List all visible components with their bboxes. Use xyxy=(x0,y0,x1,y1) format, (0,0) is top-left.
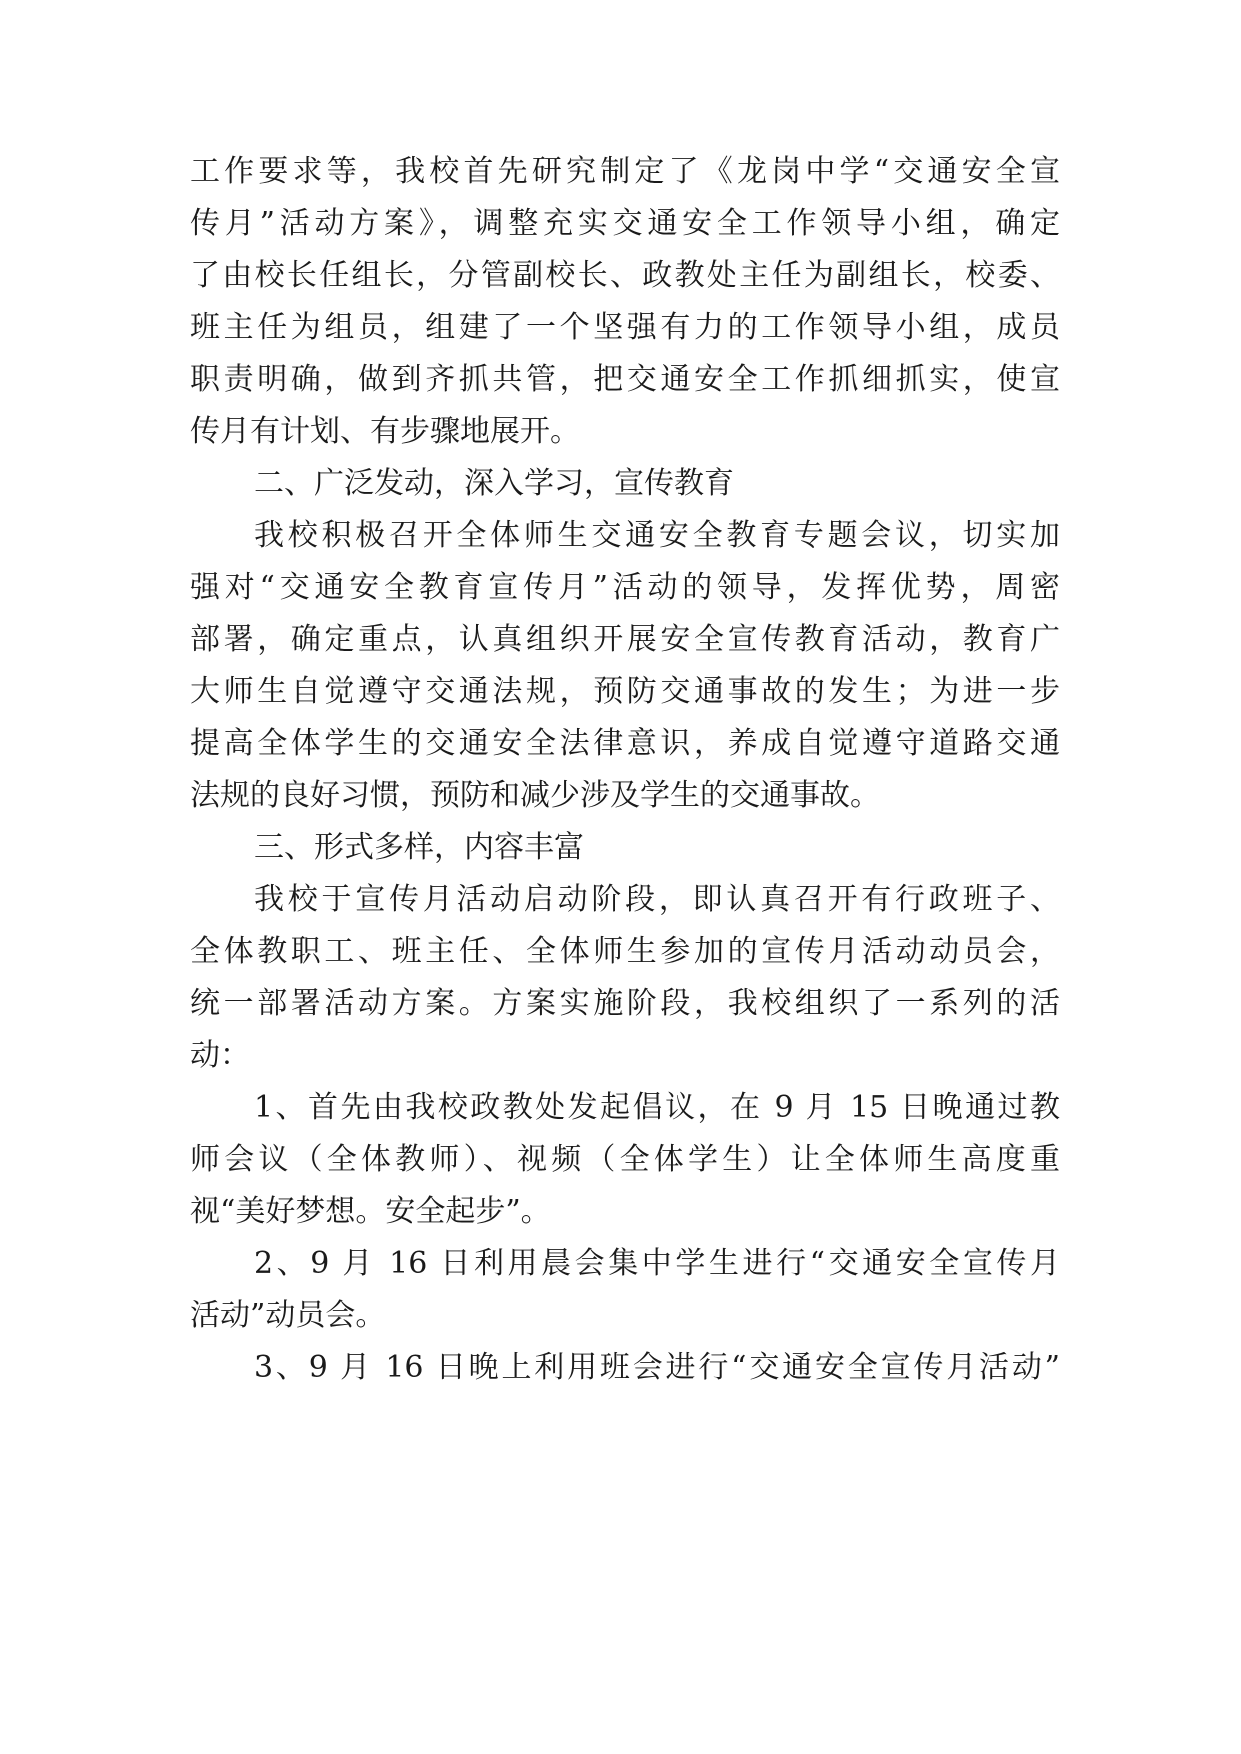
text-line: 视“美好梦想。安全起步”。 xyxy=(190,1194,551,1229)
section-heading: 三、形式多样，内容丰富 xyxy=(254,830,584,865)
text-line: 全体教职工、班主任、全体师生参加的宣传月活动动员会， xyxy=(190,934,1060,969)
text-line: 传月”活动方案》，调整充实交通安全工作领导小组，确定 xyxy=(190,206,1060,241)
text-line: 工作要求等，我校首先研究制定了《龙岗中学“交通安全宣 xyxy=(190,154,1060,189)
text-line: 3、9 月 16 日晚上利用班会进行“交通安全宣传月活动” xyxy=(254,1350,1060,1385)
section-heading: 二、广泛发动，深入学习，宣传教育 xyxy=(254,466,734,501)
text-line: 了由校长任组长，分管副校长、政教处主任为副组长，校委、 xyxy=(190,258,1060,293)
text-line: 动： xyxy=(190,1038,250,1073)
text-line: 职责明确，做到齐抓共管，把交通安全工作抓细抓实，使宣 xyxy=(190,362,1060,397)
text-line: 班主任为组员，组建了一个坚强有力的工作领导小组，成员 xyxy=(190,310,1060,345)
text-line: 部署，确定重点，认真组织开展安全宣传教育活动，教育广 xyxy=(190,622,1060,657)
text-line: 法规的良好习惯，预防和减少涉及学生的交通事故。 xyxy=(190,778,880,813)
text-line: 统一部署活动方案。方案实施阶段，我校组织了一系列的活 xyxy=(190,986,1060,1021)
text-line: 强对“交通安全教育宣传月”活动的领导，发挥优势，周密 xyxy=(190,570,1060,605)
text-line: 大师生自觉遵守交通法规，预防交通事故的发生；为进一步 xyxy=(190,674,1060,709)
text-line: 1、首先由我校政教处发起倡议，在 9 月 15 日晚通过教 xyxy=(254,1090,1060,1125)
text-line: 提高全体学生的交通安全法律意识，养成自觉遵守道路交通 xyxy=(190,726,1060,761)
text-line: 2、9 月 16 日利用晨会集中学生进行“交通安全宣传月 xyxy=(254,1246,1060,1281)
text-line: 活动”动员会。 xyxy=(190,1298,386,1333)
text-line: 传月有计划、有步骤地展开。 xyxy=(190,414,580,449)
text-line: 师会议（全体教师）、视频（全体学生）让全体师生高度重 xyxy=(190,1142,1060,1177)
text-line: 我校积极召开全体师生交通安全教育专题会议，切实加 xyxy=(254,518,1060,553)
text-line: 我校于宣传月活动启动阶段，即认真召开有行政班子、 xyxy=(254,882,1060,917)
